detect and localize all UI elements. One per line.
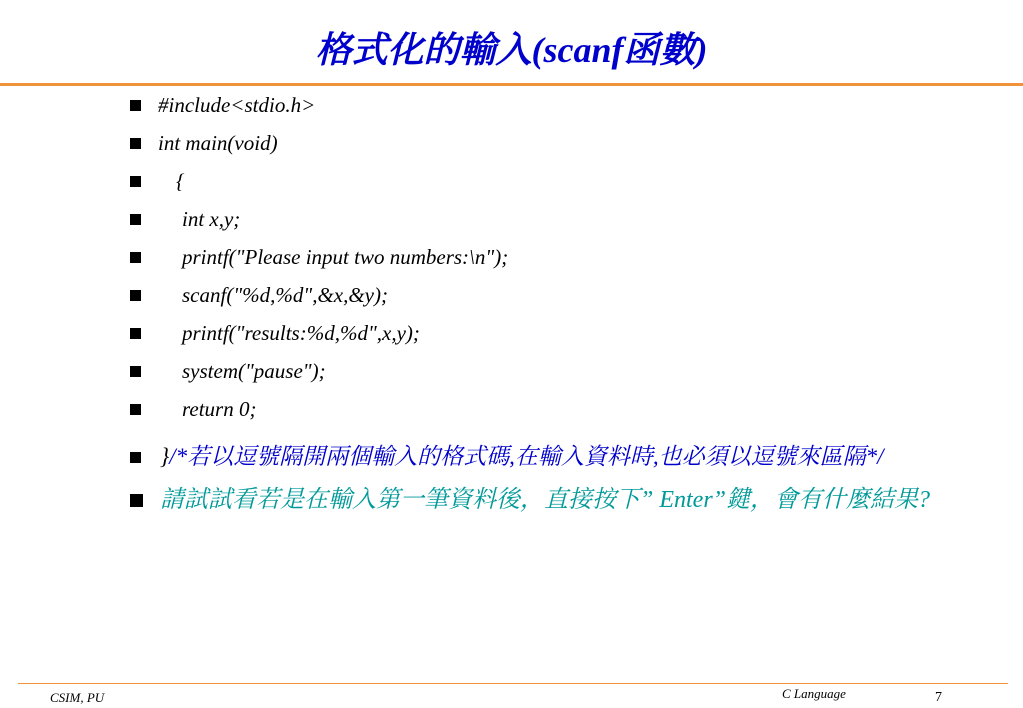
code-line-text: system("pause");: [182, 359, 326, 383]
code-line: [130, 206, 970, 244]
bullet-icon: [130, 366, 141, 377]
code-line: [130, 358, 970, 396]
code-line-text: return 0;: [182, 397, 257, 421]
closing-brace: }: [160, 444, 170, 469]
code-line: [130, 130, 970, 168]
code-line-text: int x,y;: [182, 207, 241, 231]
code-line: [130, 282, 970, 320]
comment-line: [130, 440, 970, 474]
code-line-text: printf("results:%d,%d",x,y);: [182, 321, 420, 345]
title-divider: [0, 83, 1023, 86]
code-line: [130, 244, 970, 282]
question-line: [130, 482, 970, 518]
code-line-text: #include<stdio.h>: [158, 93, 316, 117]
code-line-text: {: [176, 169, 185, 193]
code-line: [130, 168, 970, 206]
bullet-icon: [130, 214, 141, 225]
footer-course: C Language: [782, 686, 846, 701]
code-line-text: int main(void): [158, 131, 278, 155]
slide-title: 格式化的輸入(scanf函數): [315, 30, 708, 70]
bullet-icon: [130, 290, 141, 301]
code-line: [130, 396, 970, 434]
footer-org: CSIM, PU: [50, 690, 105, 705]
code-line: [130, 92, 970, 130]
code-line: [130, 320, 970, 358]
footer-divider: [18, 683, 1008, 684]
comment-text: /*若以逗號隔開兩個輸入的格式碼,在輸入資料時,也必須以逗號來區隔*/: [169, 444, 884, 469]
code-line-text: scanf("%d,%d",&x,&y);: [182, 283, 388, 307]
bullet-icon: [130, 252, 141, 263]
bullet-icon: [130, 176, 141, 187]
code-list: [130, 92, 970, 518]
bullet-icon: [130, 494, 143, 507]
page-number: 7: [935, 690, 942, 705]
bullet-icon: [130, 328, 141, 339]
bullet-icon: [130, 404, 141, 415]
bullet-icon: [130, 452, 141, 463]
bullet-icon: [130, 138, 141, 149]
code-line-text: printf("Please input two numbers:\n");: [182, 245, 509, 269]
bullet-icon: [130, 100, 141, 111]
question-text: 請試試看若是在輸入第一筆資料後，直接按下” Enter”鍵，會有什麼結果?: [160, 487, 931, 513]
